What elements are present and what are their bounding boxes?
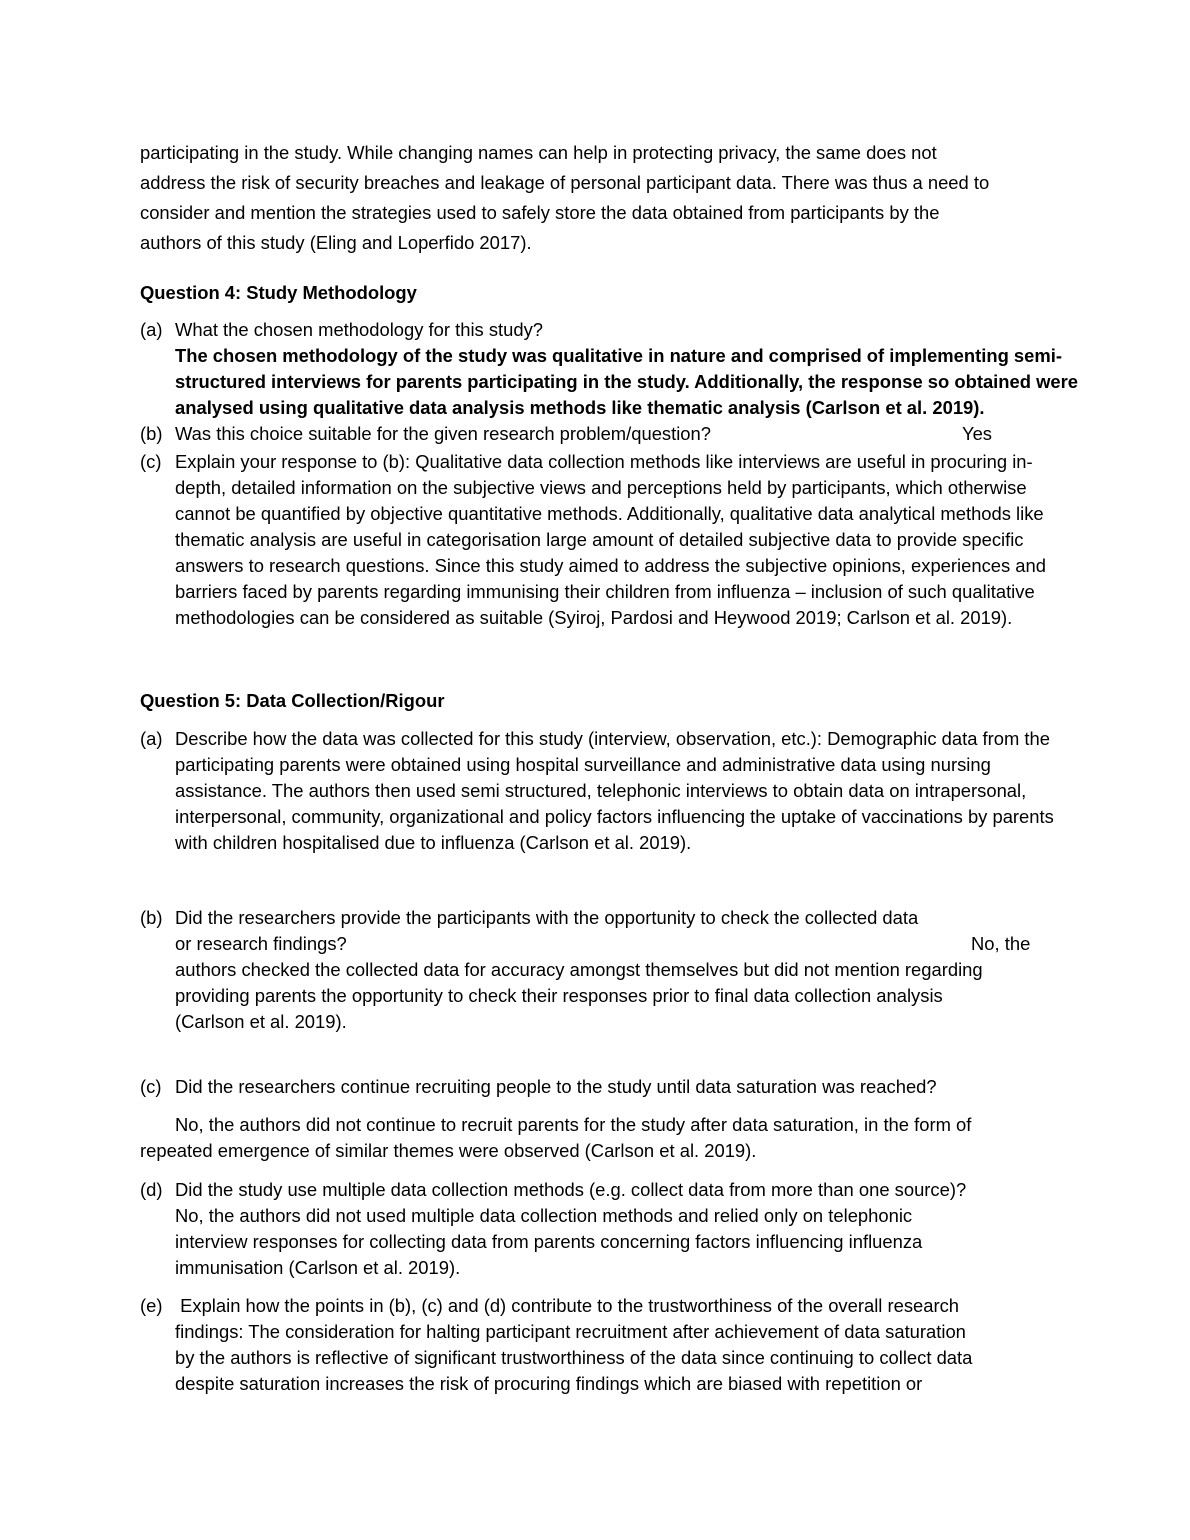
- q4-a-answer-line: The chosen methodology of the study was qualitative in nature and comprised of implementing semi-: [175, 345, 1062, 366]
- q5-e-line: findings: The consideration for halting participant recruitment after achievement of data saturation: [175, 1321, 966, 1342]
- q4-c-line: barriers faced by parents regarding immunising their children from influenza – inclusion of such qualitative: [175, 581, 1035, 602]
- q4-a-answer-line: structured interviews for parents participating in the study. Additionally, the response so obtained were: [175, 371, 1078, 392]
- q5-b-question-line: or research findings?: [175, 933, 347, 954]
- q4-item-a: [140, 317, 1140, 421]
- q4-c-line: methodologies can be considered as suitable (Syiroj, Pardosi and Heywood 2019; Carlson et al. 2019).: [175, 607, 1013, 628]
- q5-b-answer-line: authors checked the collected data for accuracy amongst themselves but did not mention regarding: [175, 959, 983, 980]
- intro-paragraph: [140, 138, 1070, 258]
- item-marker: (d): [140, 1179, 163, 1200]
- q5-c-question: Did the researchers continue recruiting people to the study until data saturation was reached?: [175, 1076, 937, 1097]
- q5-item-b: [140, 905, 1140, 1035]
- q5-a-line: Describe how the data was collected for this study (interview, observation, etc.): Demographic data from the: [175, 728, 1050, 749]
- intro-line: consider and mention the strategies used to safely store the data obtained from participants by the: [140, 202, 940, 223]
- item-marker: (e): [140, 1295, 163, 1316]
- q5-d-line: immunisation (Carlson et al. 2019).: [175, 1257, 461, 1278]
- q5-item-a: [140, 726, 1140, 856]
- q4-c-line: depth, detailed information on the subjective views and perceptions held by participants, which otherwise: [175, 477, 1027, 498]
- question-5-heading: Question 5: Data Collection/Rigour: [140, 690, 445, 711]
- item-marker: (a): [140, 319, 163, 340]
- q5-item-d: [140, 1177, 1140, 1281]
- q5-b-question-line: Did the researchers provide the participants with the opportunity to check the collected data: [175, 907, 919, 928]
- item-marker: (a): [140, 728, 163, 749]
- q5-a-line: interpersonal, community, organizational and policy factors influencing the uptake of vaccinations by parents: [175, 806, 1054, 827]
- q5-e-line: despite saturation increases the risk of procuring findings which are biased with repetition or: [175, 1373, 923, 1394]
- q5-a-line: assistance. The authors then used semi structured, telephonic interviews to obtain data on intrapersonal,: [175, 780, 1027, 801]
- item-marker: (b): [140, 423, 163, 444]
- q5-e-line: Explain how the points in (b), (c) and (d) contribute to the trustworthiness of the overall research: [175, 1295, 960, 1316]
- q5-a-line: with children hospitalised due to influenza (Carlson et al. 2019).: [175, 832, 692, 853]
- q5-item-e: [140, 1293, 1140, 1397]
- q5-c-answer-line: No, the authors did not continue to recruit parents for the study after data saturation, in the form of: [175, 1114, 972, 1135]
- intro-line: address the risk of security breaches and leakage of personal participant data. There was thus a need to: [140, 172, 990, 193]
- q5-b-answer-line: (Carlson et al. 2019).: [175, 1011, 347, 1032]
- q4-c-line: answers to research questions. Since this study aimed to address the subjective opinions, experiences and: [175, 555, 1046, 576]
- item-marker: (b): [140, 907, 163, 928]
- q5-b-answer-line: providing parents the opportunity to check their responses prior to final data collection analysis: [175, 985, 943, 1006]
- intro-line: participating in the study. While changing names can help in protecting privacy, the same does not: [140, 142, 937, 163]
- q4-b-question: Was this choice suitable for the given research problem/question?: [175, 423, 711, 444]
- q4-c-line: thematic analysis are useful in categorisation large amount of detailed subjective data to provide specific: [175, 529, 1024, 550]
- question-4-heading: Question 4: Study Methodology: [140, 282, 417, 303]
- q4-item-c: [140, 449, 1140, 631]
- item-marker: (c): [140, 451, 162, 472]
- q4-a-question: What the chosen methodology for this study?: [175, 319, 544, 340]
- q5-b-answer-start: No, the: [971, 933, 1031, 954]
- q5-c-answer-line: repeated emergence of similar themes were observed (Carlson et al. 2019).: [140, 1140, 757, 1161]
- q4-b-answer: Yes: [962, 423, 993, 444]
- item-marker: (c): [140, 1076, 162, 1097]
- q5-d-line: No, the authors did not used multiple data collection methods and relied only on telephonic: [175, 1205, 913, 1226]
- q4-a-answer-line: analysed using qualitative data analysis methods like thematic analysis (Carlson et al. 2019).: [175, 397, 985, 418]
- q4-c-line: cannot be quantified by objective quantitative methods. Additionally, qualitative data analytical methods like: [175, 503, 1044, 524]
- q5-e-line: by the authors is reflective of significant trustworthiness of the data since continuing to collect data: [175, 1347, 973, 1368]
- q5-d-line: interview responses for collecting data from parents concerning factors influencing influenza: [175, 1231, 923, 1252]
- q4-c-line: Explain your response to (b): Qualitative data collection methods like interviews are useful in procuring in-: [175, 451, 1033, 472]
- intro-line: authors of this study (Eling and Loperfido 2017).: [140, 232, 532, 253]
- q5-item-c: [140, 1074, 1140, 1100]
- q5-d-line: Did the study use multiple data collection methods (e.g. collect data from more than one source)?: [175, 1179, 967, 1200]
- q5-a-line: participating parents were obtained using hospital surveillance and administrative data using nursing: [175, 754, 991, 775]
